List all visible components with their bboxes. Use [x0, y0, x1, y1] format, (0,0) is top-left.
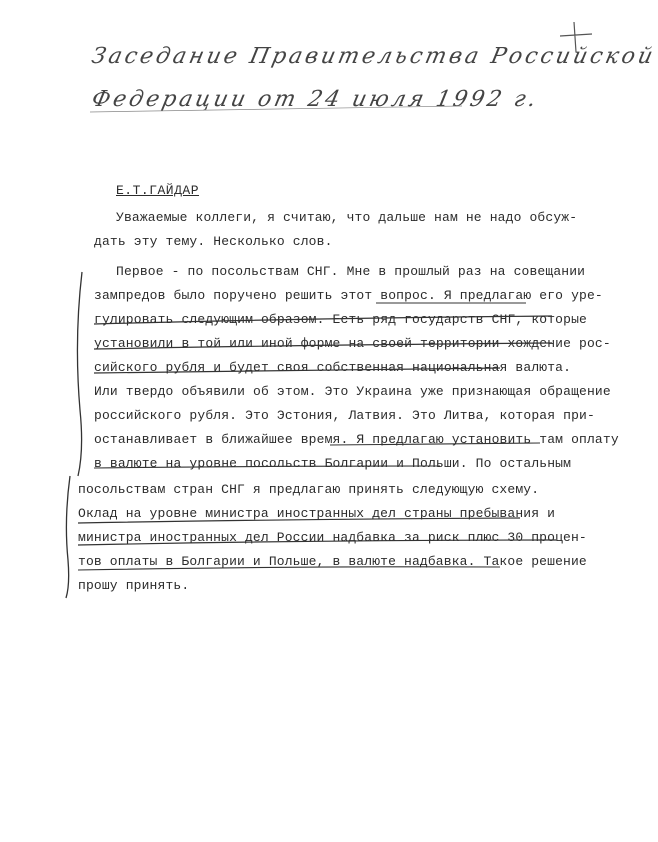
text-line-4: зампредов было поручено решить этот вопрос. Я предлагаю его уре- — [94, 288, 603, 303]
handwritten-title-line-2: Федерации от 24 июля 1992 г. — [89, 87, 542, 112]
text-line-8: Или твердо объявили об этом. Это Украина уже признающая обращение — [94, 384, 611, 399]
text-line-14: министра иностранных дел России надбавка за риск плюс 30 процен- — [78, 530, 587, 545]
text-line-16: прошу принять. — [78, 578, 190, 593]
text-line-6: установили в той или иной форме на своей территории хождение рос- — [94, 336, 611, 351]
text-line-3: Первое - по посольствам СНГ. Мне в прошлый раз на совещании — [116, 264, 586, 279]
margin-bracket-top — [77, 272, 82, 476]
speaker-name: Е.Т.ГАЙДАР — [116, 183, 200, 198]
text-line-11: в валюте на уровне посольств Болгарии и Польши. По остальным — [94, 456, 572, 471]
text-line-15: тов оплаты в Болгарии и Польше, в валюте надбавка. Такое решение — [78, 554, 587, 569]
text-line-9: российского рубля. Это Эстония, Латвия. Это Литва, которая при- — [94, 408, 595, 423]
text-line-1: Уважаемые коллеги, я считаю, что дальше нам не надо обсуж- — [116, 210, 578, 225]
text-line-13: Оклад на уровне министра иностранных дел страны пребывания и — [78, 506, 556, 521]
text-line-2: дать эту тему. Несколько слов. — [94, 234, 333, 249]
text-line-12: посольствам стран СНГ я предлагаю принять следующую схему. — [78, 482, 540, 497]
handwritten-title-line-1: Заседание Правительства Российской — [89, 44, 658, 69]
margin-bracket-bottom — [66, 476, 70, 598]
text-line-5: гулировать следующим образом. Есть ряд государств СНГ, которые — [94, 312, 587, 327]
text-line-10: останавливает в ближайшее время. Я предлагаю установить там оплату — [94, 432, 619, 447]
text-line-7: сийского рубля и будет своя собственная национальная валюта. — [94, 360, 572, 375]
